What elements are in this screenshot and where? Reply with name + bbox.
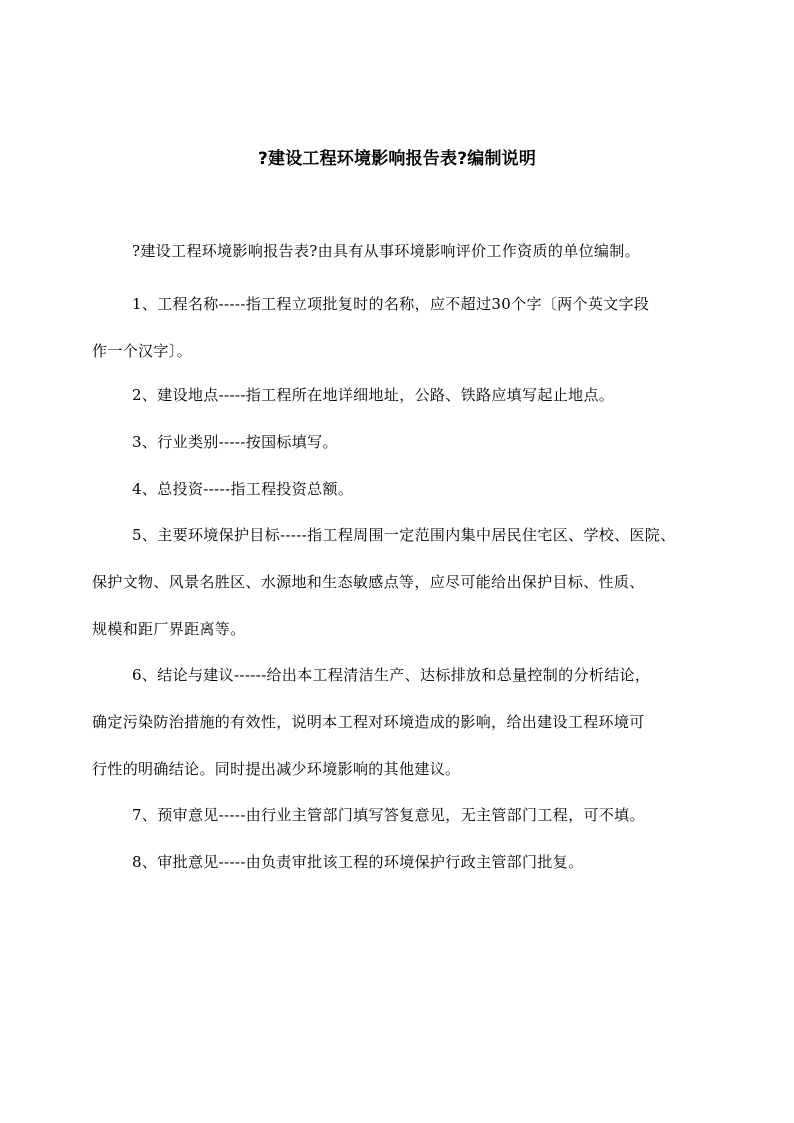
paragraph-intro-line-1: ?建设工程环境影响报告表?由具有从事环境影响评价工作资质的单位编制。 bbox=[132, 242, 640, 260]
paragraph-5-line-1: 5、主要环境保护目标-----指工程周围一定范围内集中居民住宅区、学校、医院、 bbox=[132, 526, 676, 544]
paragraph-4-line-1: 4、总投资-----指工程投资总额。 bbox=[132, 480, 354, 498]
paragraph-6-line-1: 6、结论与建议------给出本工程清洁生产、达标排放和总量控制的分析结论， bbox=[132, 666, 651, 684]
paragraph-5-line-2: 保护文物、风景名胜区、水源地和生态敏感点等，应尽可能给出保护目标、性质、 bbox=[92, 573, 645, 591]
paragraph-5-line-3: 规模和距厂界距离等。 bbox=[92, 620, 246, 638]
paragraph-1-line-1: 1、工程名称-----指工程立项批复时的名称，应不超过30个字〔两个英文字段 bbox=[132, 295, 650, 313]
paragraph-7-line-1: 7、预审意见-----由行业主管部门填写答复意见，无主管部门工程，可不填。 bbox=[132, 806, 645, 824]
paragraph-8-line-1: 8、审批意见-----由负责审批该工程的环境保护行政主管部门批复。 bbox=[132, 853, 584, 871]
paragraph-6-line-3: 行性的明确结论。同时提出减少环境影响的其他建议。 bbox=[92, 760, 461, 778]
paragraph-6-line-2: 确定污染防治措施的有效性，说明本工程对环境造成的影响，给出建设工程环境可 bbox=[92, 713, 645, 731]
paragraph-1-line-2: 作一个汉字〕。 bbox=[92, 342, 192, 360]
paragraph-3-line-1: 3、行业类别-----按国标填写。 bbox=[132, 433, 338, 451]
document-title: ?建设工程环境影响报告表?编制说明 bbox=[257, 149, 537, 169]
paragraph-2-line-1: 2、建设地点-----指工程所在地详细地址，公路、铁路应填写起止地点。 bbox=[132, 386, 615, 404]
